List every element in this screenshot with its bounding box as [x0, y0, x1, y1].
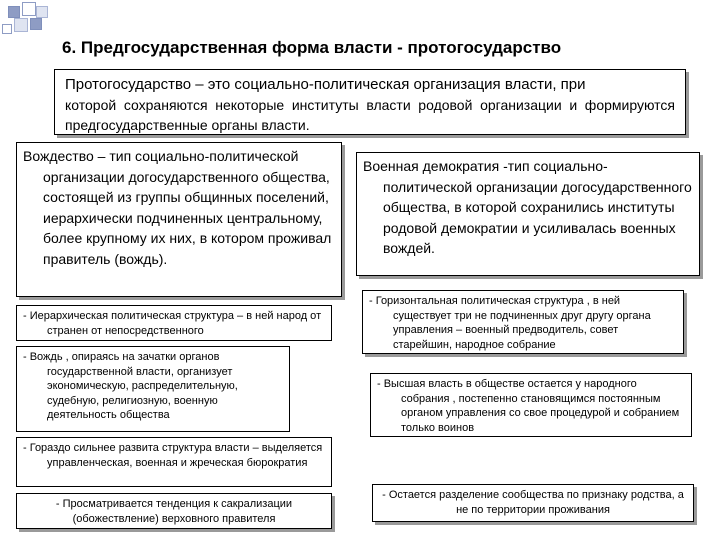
military-democracy-point-text: - Остается разделение сообщества по признаку родства, а не по территории проживания [382, 489, 684, 516]
corner-square-decoration [30, 18, 42, 30]
chiefdom-definition-text: Вождество – тип социально-политической организации догосударственного общества, состоящей из группы общинных поселений, иерархически подчиненных центральному, более крупному их них, в котором проживал правитель (вождь). [23, 148, 332, 267]
definition-rest: которой сохраняются некоторые институты власти родовой организации и формируются предгосударственные органы власти. [65, 97, 675, 133]
chiefdom-definition-box [16, 142, 342, 297]
chiefdom-point-box [16, 437, 332, 487]
chiefdom-point-text: - Гораздо сильнее развита структура власти – выделяется управленческая, военная и жреческая бюрократия [23, 442, 323, 469]
military-democracy-definition-text: Военная демократия -тип социально-политической организации догосударственного общества, в которой сохранились институты родовой демократии и усиливалась военных вождей. [363, 158, 692, 256]
military-democracy-definition-box [356, 152, 700, 276]
chiefdom-point-text: - Вождь , опираясь на зачатки органов государственной власти, организует экономическую, распределительную, судебную, религиозную, военную деятельность общества [23, 351, 238, 421]
corner-square-decoration [8, 6, 20, 18]
chiefdom-point-box [16, 305, 332, 341]
corner-square-decoration [22, 2, 36, 16]
chiefdom-point-text: - Просматривается тенденция к сакрализации (обожествление) верховного правителя [55, 498, 293, 525]
military-democracy-point-box [362, 290, 684, 354]
slide-title: 6. Предгосударственная форма власти - протогосударство [62, 38, 562, 57]
chiefdom-point-box [16, 493, 332, 529]
corner-square-decoration [36, 6, 48, 18]
definition-first-line: Протогосударство – это социально-политическая организация власти, при [65, 76, 586, 93]
military-democracy-point-box [370, 373, 692, 437]
chiefdom-point-text: - Иерархическая политическая структура – в ней народ от странен от непосредственного [23, 310, 322, 337]
military-democracy-point-box [372, 484, 694, 522]
definition-box [54, 69, 686, 135]
chiefdom-point-box [16, 346, 290, 432]
military-democracy-point-text: - Высшая власть в обществе остается у народного собрания , постепенно становящимся постоянным органом управления со свое процедурой и собранием только воинов [377, 378, 680, 434]
corner-square-decoration [14, 18, 28, 32]
corner-square-decoration [2, 24, 12, 34]
military-democracy-point-text: - Горизонтальная политическая структура , в ней существует три не подчиненных друг другу органа управления – военный предводитель, совет старейшин, народное собрание [369, 295, 651, 351]
